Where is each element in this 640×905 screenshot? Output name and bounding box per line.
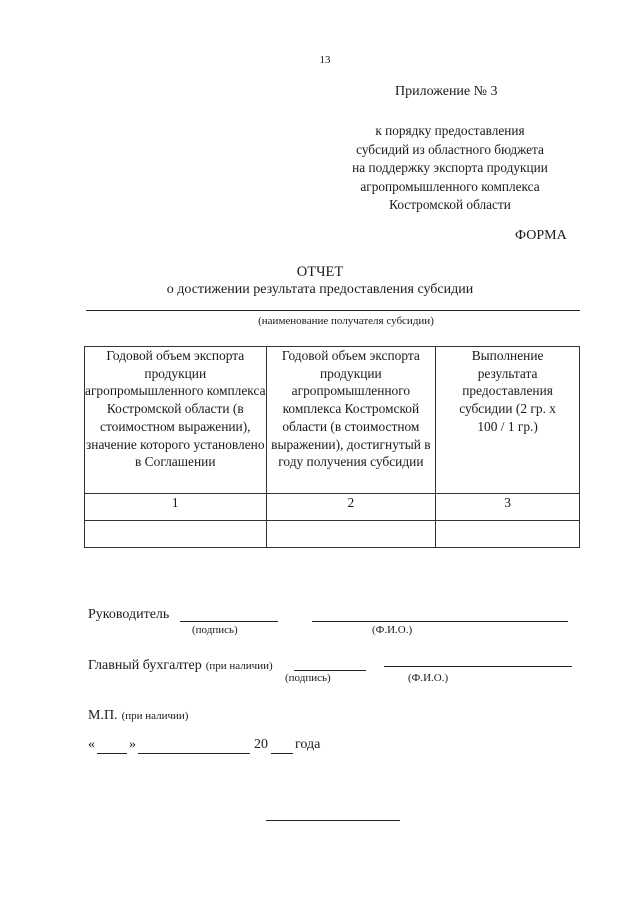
column-number: 1 (85, 494, 267, 521)
preamble-line: к порядку предоставления (375, 123, 525, 138)
form-label: ФОРМА (515, 228, 567, 243)
year-suffix: года (295, 737, 321, 752)
table-row (85, 521, 580, 548)
recipient-name-line (86, 310, 580, 311)
year-blank-line (271, 753, 293, 754)
head-signature-line (180, 621, 278, 622)
name-caption: (Ф.И.О.) (408, 672, 449, 684)
preamble-line: агропромышленного комплекса (360, 178, 540, 194)
accountant-signature-line (294, 670, 366, 671)
table-cell (85, 521, 267, 548)
accountant-note: (при наличии) (205, 660, 273, 672)
accountant-label-group (88, 656, 273, 674)
head-label: Руководитель (88, 607, 170, 622)
table-cell (266, 521, 436, 548)
day-blank-line (97, 753, 127, 754)
column-number: 3 (436, 494, 580, 521)
head-name-line (312, 621, 568, 622)
stamp-group (88, 706, 188, 724)
date-quote-open: « (88, 737, 95, 752)
accountant-label: Главный бухгалтер (88, 658, 202, 673)
appendix-preamble (320, 122, 580, 215)
preamble-line: на поддержку экспорта продукции (352, 160, 548, 175)
page-number: 13 (319, 54, 331, 66)
preamble-line: Костромской области (389, 197, 511, 212)
column-header: Годовой объем экспорта продукции агропромышленного комплекса Костромской области (в стоимостном выражении), достигнутый в году получения субсидии (266, 347, 436, 494)
table-header-row (85, 347, 580, 494)
report-subtitle: о достижении результата предоставления субсидии (166, 282, 474, 297)
column-header: Годовой объем экспорта продукции агропромышленного комплекса Костромской области (в стоимостном выражении), значение которого установлено в Соглашении (85, 347, 267, 494)
signature-caption: (подпись) (285, 672, 331, 684)
name-caption: (Ф.И.О.) (372, 624, 413, 636)
column-header: Выполнение результата предоставления субсидии (2 гр. х 100 / 1 гр.) (436, 347, 580, 494)
stamp-label: М.П. (88, 708, 118, 723)
year-prefix: 20 (254, 737, 268, 752)
stamp-note: (при наличии) (121, 710, 189, 722)
table-cell (436, 521, 580, 548)
report-title: ОТЧЕТ (296, 264, 344, 280)
report-table (84, 346, 580, 548)
month-blank-line (138, 753, 250, 754)
bottom-line (266, 820, 400, 821)
preamble-line: субсидий из областного бюджета (356, 141, 544, 157)
accountant-name-line (384, 666, 572, 667)
column-number: 2 (266, 494, 436, 521)
recipient-caption: (наименование получателя субсидии) (258, 315, 434, 327)
signature-caption: (подпись) (192, 624, 238, 636)
date-quote-close: » (129, 737, 136, 752)
date-line (88, 737, 348, 757)
table-number-row (85, 494, 580, 521)
appendix-title: Приложение № 3 (395, 84, 498, 99)
